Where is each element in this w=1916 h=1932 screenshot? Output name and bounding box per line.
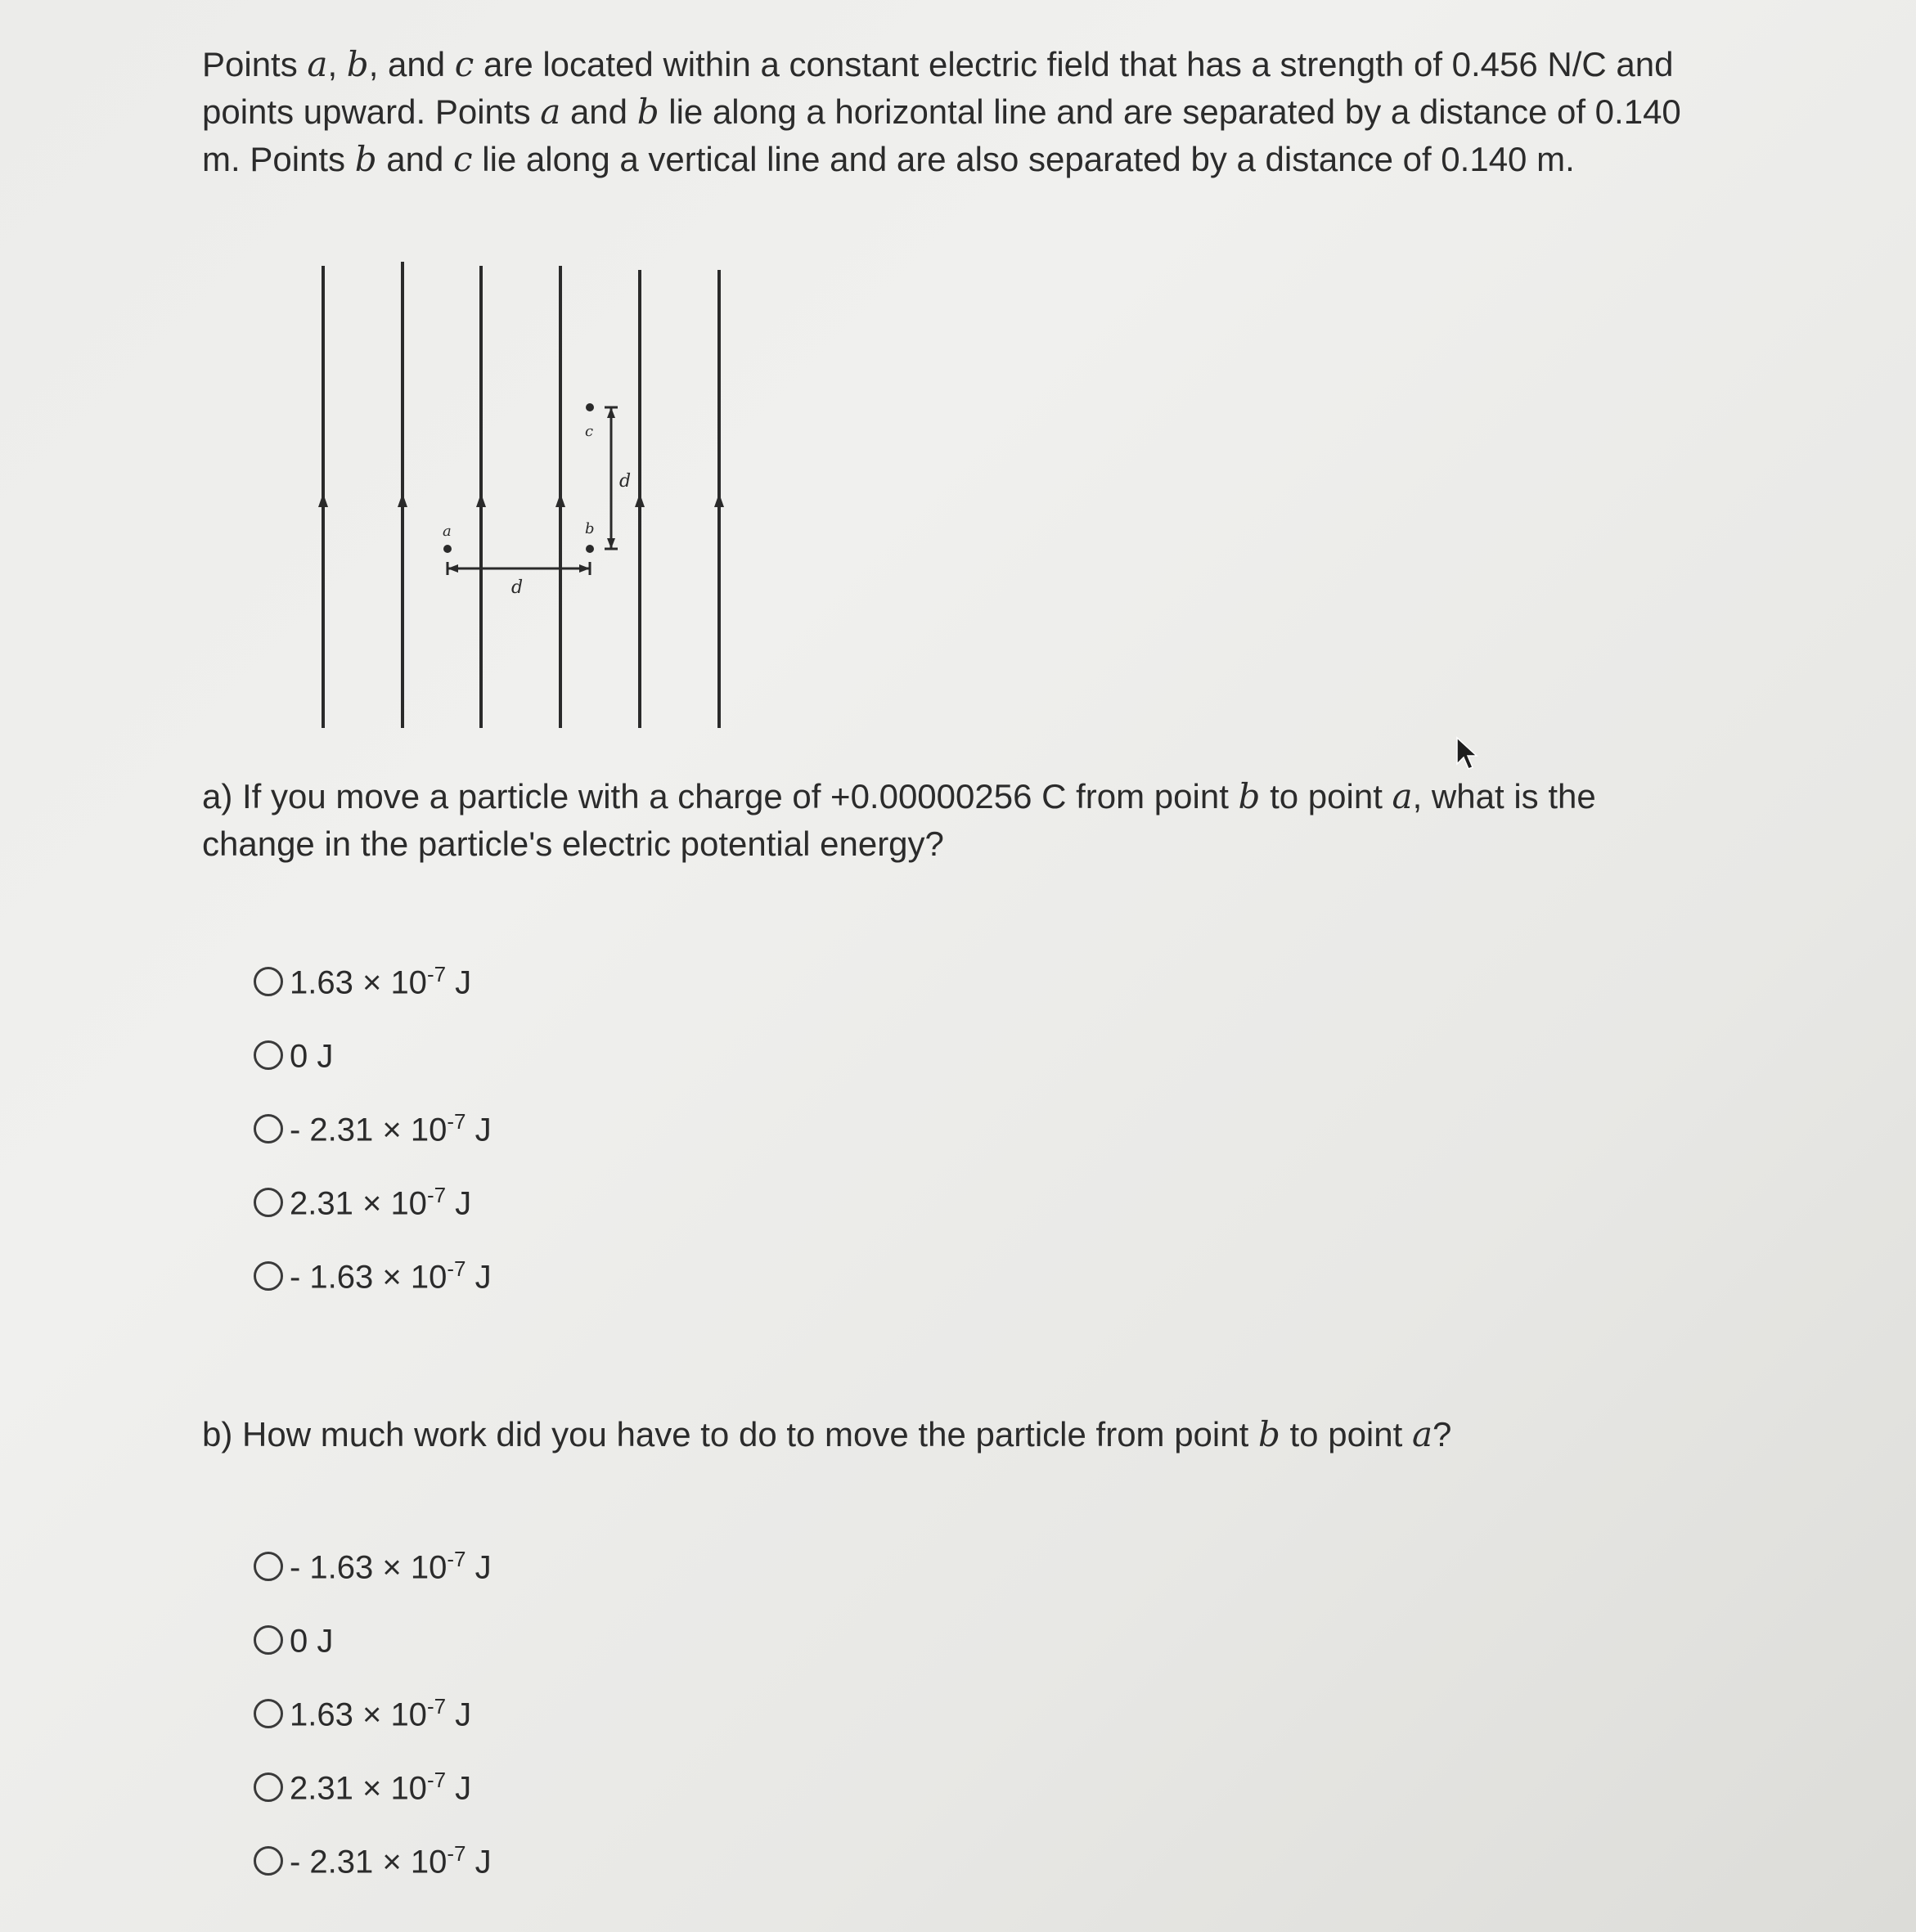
field-arrowhead: [318, 493, 328, 507]
answer-option-label: - $1.63 \times 10^{-7}$ J: [290, 1546, 492, 1586]
radio-button-icon[interactable]: [254, 1699, 283, 1728]
radio-button-icon[interactable]: [254, 1188, 283, 1217]
answer-option-label: $2.31 \times 10^{-7}$ J: [290, 1767, 472, 1807]
var-b: b: [1257, 1414, 1280, 1454]
dimension-arrowhead: [607, 538, 615, 549]
answer-option[interactable]: [254, 1530, 492, 1603]
var-b: b: [636, 92, 659, 132]
answer-option[interactable]: [254, 1018, 492, 1092]
radio-button-icon[interactable]: [254, 1114, 283, 1143]
answer-option-label: $1.63 \times 10^{-7}$ J: [290, 961, 472, 1001]
var-c: c: [454, 44, 475, 84]
question-a-options: [254, 945, 492, 1313]
field-arrowhead: [635, 493, 645, 507]
answer-option-label: - $2.31 \times 10^{-7}$ J: [290, 1108, 492, 1148]
var-b: b: [1238, 776, 1261, 816]
mouse-pointer-icon: [1455, 736, 1479, 771]
problem-statement: Points a, b, and c are located within a constant electric field that has a strength of 0.456 N/C and points upward. Points a and b lie along a horizontal line and are separated by a distance of 0.140 m. Points b and c lie along a vertical line and are also separated by a distance of 0.140 m.: [202, 44, 1681, 179]
answer-option[interactable]: [254, 1166, 492, 1239]
answer-option-label: $2.31 \times 10^{-7}$ J: [290, 1182, 472, 1222]
radio-button-icon[interactable]: [254, 1552, 283, 1581]
var-a: a: [307, 44, 328, 84]
field-arrowhead: [714, 493, 724, 507]
vertical-distance-label: d: [619, 471, 632, 492]
answer-option[interactable]: [254, 1239, 492, 1313]
field-arrowhead: [398, 493, 407, 507]
answer-option-label: 0 J: [290, 1623, 334, 1660]
radio-button-icon[interactable]: [254, 967, 283, 996]
field-diagram-svg: [303, 258, 736, 732]
question-b-prompt: b) How much work did you have to do to move the particle from point b to point a?: [202, 1414, 1452, 1454]
dimension-arrowhead: [579, 564, 590, 573]
answer-option-label: - $1.63 \times 10^{-7}$ J: [290, 1256, 492, 1296]
var-b: b: [346, 44, 369, 84]
dimension-arrowhead: [448, 564, 458, 573]
var-a: a: [1392, 776, 1413, 816]
answer-option[interactable]: [254, 1092, 492, 1166]
answer-option[interactable]: [254, 1603, 492, 1677]
point-a-label: a: [443, 523, 452, 540]
question-a-prompt: a) If you move a particle with a charge of +0.00000256 C from point b to point a, what is the change in the particle's electric potential energy?: [202, 776, 1596, 863]
point-a-dot: [443, 545, 452, 553]
answer-option-label: $1.63 \times 10^{-7}$ J: [290, 1693, 472, 1733]
var-b: b: [354, 139, 377, 179]
horizontal-distance-label: d: [511, 577, 524, 598]
answer-option[interactable]: [254, 1824, 492, 1898]
dimension-arrowhead: [607, 407, 615, 418]
answer-option[interactable]: [254, 1677, 492, 1750]
radio-button-icon[interactable]: [254, 1772, 283, 1802]
answer-option[interactable]: [254, 945, 492, 1018]
radio-button-icon[interactable]: [254, 1040, 283, 1070]
radio-button-icon[interactable]: [254, 1625, 283, 1655]
point-b-dot: [586, 545, 594, 553]
field-arrowhead: [476, 493, 486, 507]
answer-option-label: 0 J: [290, 1038, 334, 1075]
var-a: a: [1411, 1414, 1433, 1454]
point-b-label: b: [585, 520, 595, 537]
field-arrowhead: [555, 493, 565, 507]
point-c-dot: [586, 403, 594, 411]
answer-option[interactable]: [254, 1750, 492, 1824]
point-c-label: c: [585, 423, 594, 440]
electric-field-diagram: [303, 258, 736, 732]
radio-button-icon[interactable]: [254, 1261, 283, 1291]
question-b-options: [254, 1530, 492, 1898]
var-c: c: [453, 139, 473, 179]
answer-option-label: - $2.31 \times 10^{-7}$ J: [290, 1840, 492, 1880]
radio-button-icon[interactable]: [254, 1846, 283, 1876]
var-a: a: [540, 92, 561, 132]
